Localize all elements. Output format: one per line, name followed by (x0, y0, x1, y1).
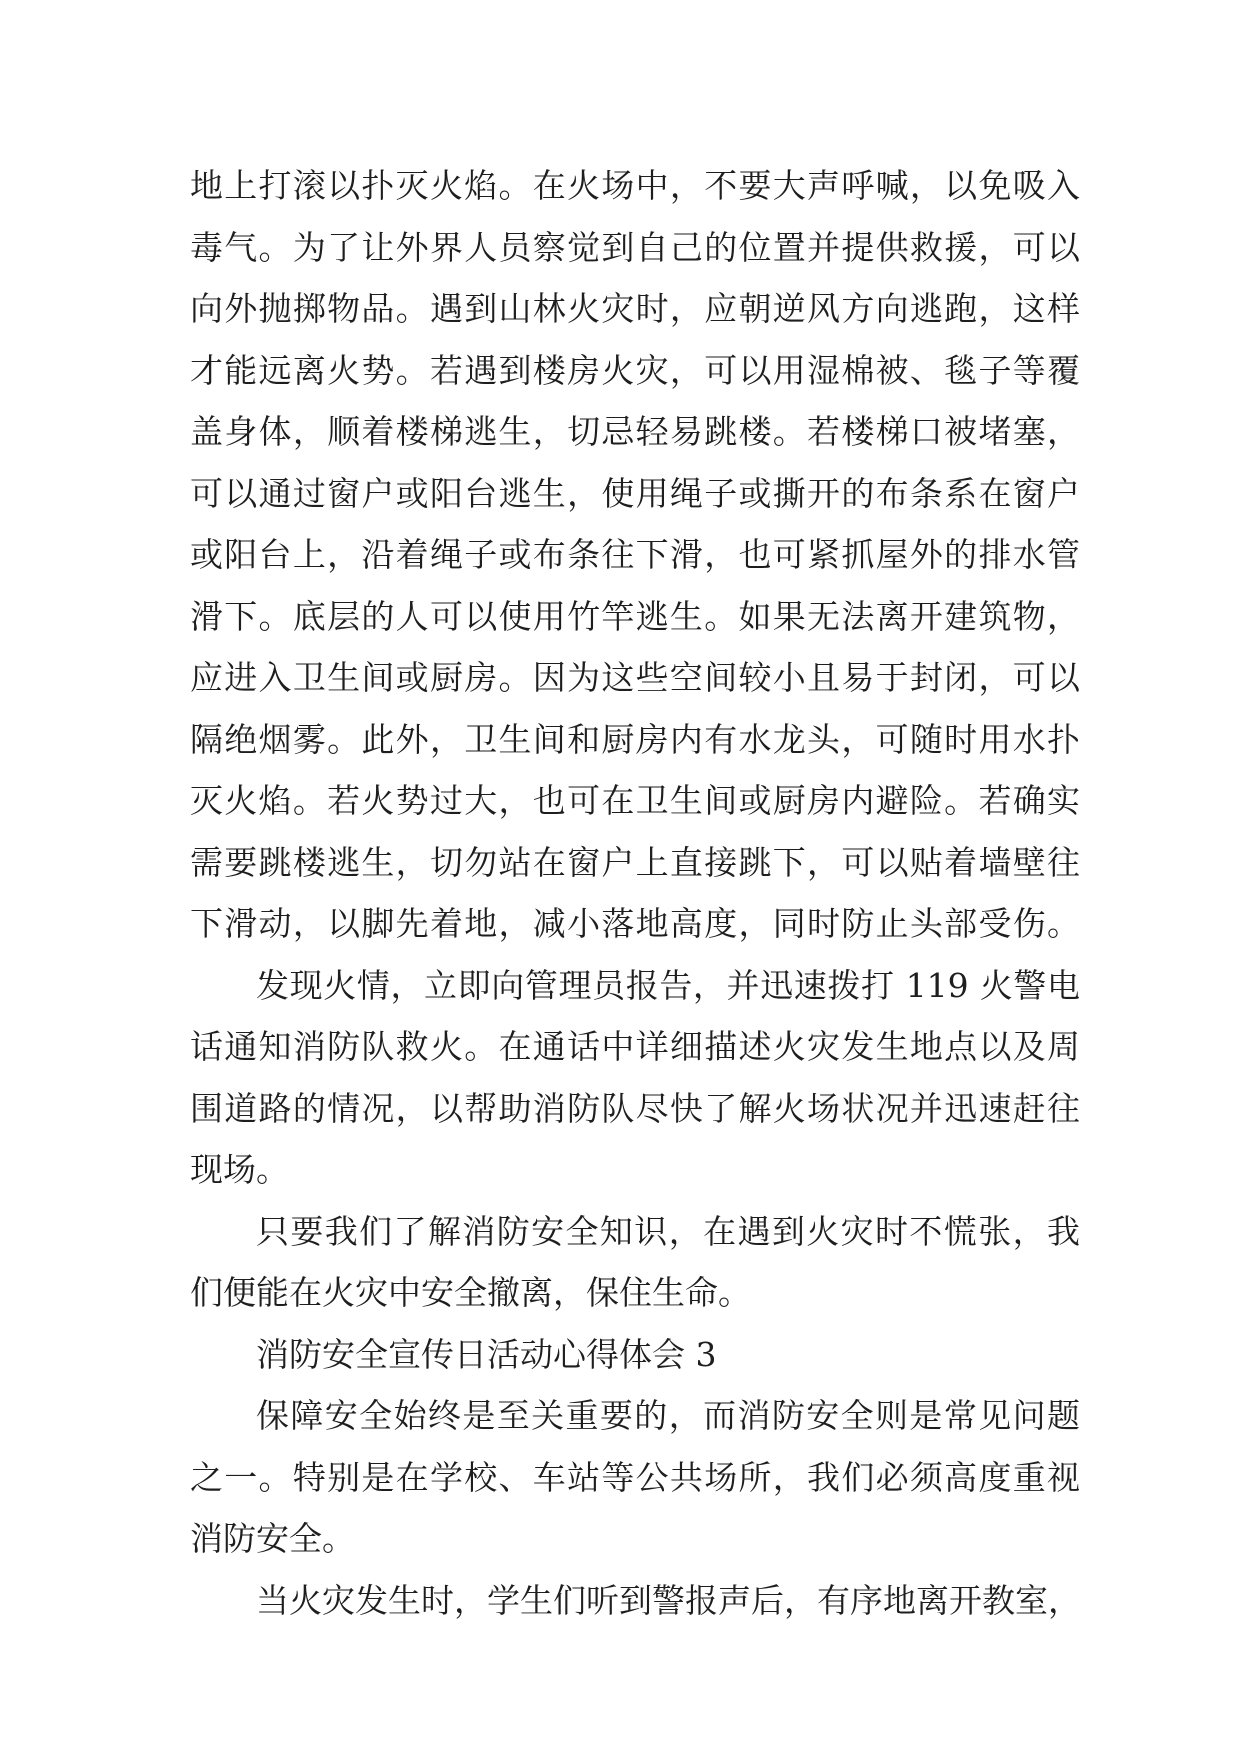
text-line: 地上打滚以扑灭火焰。在火场中，不要大声呼喊，以免吸入 (190, 166, 1080, 205)
text-line: 才能远离火势。若遇到楼房火灾，可以用湿棉被、毯子等覆 (190, 350, 1080, 390)
text-line: 应进入卫生间或厨房。因为这些空间较小且易于封闭，可以 (190, 658, 1080, 697)
text-line: 灭火焰。若火势过大，也可在卫生间或厨房内避险。若确实 (190, 781, 1080, 820)
text-line: 之一。特别是在学校、车站等公共场所，我们必须高度重视 (190, 1457, 1080, 1497)
text-line: 消防安全宣传日活动心得体会 3 (256, 1334, 717, 1374)
text-line: 发现火情，立即向管理员报告，并迅速拨打 119 火警电 (256, 965, 1080, 1005)
text-line: 隔绝烟雾。此外，卫生间和厨房内有水龙头，可随时用水扑 (190, 719, 1080, 759)
document-body (190, 155, 1080, 1631)
text-line: 或阳台上，沿着绳子或布条往下滑，也可紧抓屋外的排水管 (190, 535, 1080, 574)
text-line: 需要跳楼逃生，切勿站在窗户上直接跳下，可以贴着墙壁往 (190, 842, 1080, 882)
text-line: 向外抛掷物品。遇到山林火灾时，应朝逆风方向逃跑，这样 (190, 289, 1080, 328)
text-line: 可以通过窗户或阳台逃生，使用绳子或撕开的布条系在窗户 (190, 473, 1080, 513)
text-line: 话通知消防队救火。在通话中详细描述火灾发生地点以及周 (190, 1027, 1080, 1066)
text-line: 只要我们了解消防安全知识，在遇到火灾时不慌张，我 (256, 1211, 1080, 1251)
text-line: 毒气。为了让外界人员察觉到自己的位置并提供救援，可以 (190, 227, 1080, 267)
text-line: 保障安全始终是至关重要的，而消防安全则是常见问题 (256, 1396, 1080, 1435)
text-line: 们便能在火灾中安全撤离，保住生命。 (190, 1273, 751, 1312)
text-line: 滑下。底层的人可以使用竹竿逃生。如果无法离开建筑物， (190, 596, 1080, 636)
text-line: 下滑动，以脚先着地，减小落地高度，同时防止头部受伤。 (190, 904, 1080, 943)
text-line: 盖身体，顺着楼梯逃生，切忌轻易跳楼。若楼梯口被堵塞， (190, 412, 1080, 451)
text-line: 当火灾发生时，学生们听到警报声后，有序地离开教室， (256, 1580, 1081, 1620)
text-line: 围道路的情况，以帮助消防队尽快了解火场状况并迅速赶往 (190, 1088, 1080, 1128)
text-line: 消防安全。 (190, 1519, 355, 1558)
text-line: 现场。 (190, 1150, 289, 1189)
